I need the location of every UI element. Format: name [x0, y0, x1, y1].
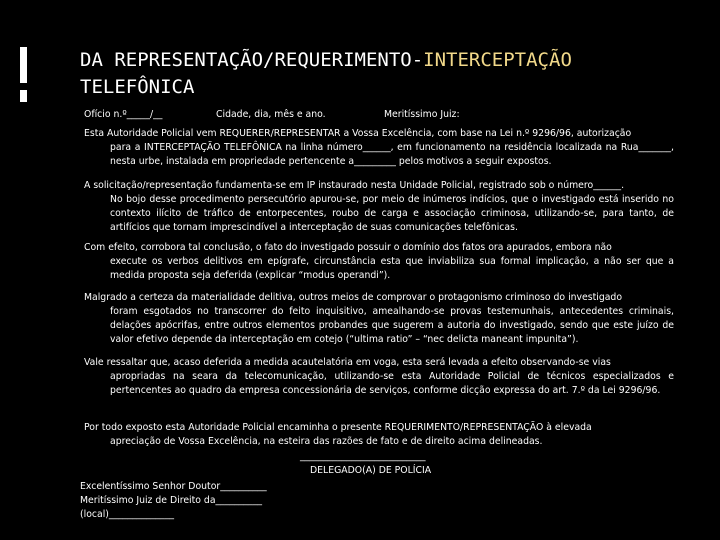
city-date: Cidade, dia, mês e ano. [216, 109, 326, 120]
paragraph-6-first-line: Por todo exposto esta Autoridade Policial encaminha o presente REQUERIMENTO/REPRESENTAÇÃO à elevada [84, 422, 592, 433]
oficio-number: Ofício n.º_____/__ [84, 109, 163, 120]
paragraph-1-body: para a INTERCEPTAÇÃO TELEFÔNICA na linha número______, em funcionamento na residência localizada na Rua_______, nesta urbe, instalada em propriedade pertencente a_________ pelos motivos a seguir expostos. [110, 142, 674, 167]
paragraph-5 [84, 356, 674, 398]
paragraph-5-first-line: Vale ressaltar que, acaso deferida a medida acautelatória em voga, esta será levada a efeito observando-se vias [84, 357, 611, 368]
paragraph-4-first-line: Malgrado a certeza da materialidade delitiva, outros meios de comprovar o protagonismo criminoso do investigado [84, 292, 623, 303]
paragraph-3-first-line: Com efeito, corrobora tal conclusão, o fato do investigado possuir o domínio dos fatos ora apurados, embora não [84, 242, 612, 253]
paragraph-1 [84, 127, 674, 169]
accent-bar-bottom [20, 90, 27, 102]
paragraph-5-body: apropriadas na seara da telecomunicação, utilizando-se esta Autoridade Policial de técnicos especializados e pertencentes ao quadro da empresa concessionária de serviços, conforme dicção expressa do art. 7.º da Lei 9296/96. [110, 371, 674, 396]
addressee: Meritíssimo Juiz: [384, 109, 460, 120]
paragraph-6-body: apreciação de Vossa Excelência, na esteira das razões de fato e de direito acima delineadas. [110, 436, 543, 447]
paragraph-4 [84, 291, 674, 347]
slide-title [80, 47, 700, 101]
paragraph-3-body: execute os verbos delitivos em epígrafe, circunstância esta que inviabiliza sua formal implicação, a não ser que a medida proposta seja deferida (explicar “modus operandi”). [110, 256, 674, 281]
paragraph-1-first-line: Esta Autoridade Policial vem REQUERER/REPRESENTAR a Vossa Excelência, com base na Lei n.º 9296/96, autorização [84, 128, 632, 139]
recipient-line-3: (local)______________ [80, 509, 174, 520]
recipient-line-2: Meritíssimo Juiz de Direito da__________ [80, 495, 263, 506]
accent-bar-top [20, 47, 27, 83]
paragraph-4-body: foram esgotados no transcorrer do feito inquisitivo, amealhando-se provas testemunhais, antecedentes criminais, delações apócrifas, entre outros elementos probandes que sugerem a autoria do investigado, sendo que este juízo de valor efetivo depende da interceptação em cotejo (“ultima ratio” – “nec delicta maneant impunita”). [110, 306, 674, 345]
signature-line: ___________________________ [300, 451, 426, 462]
paragraph-2-body: No bojo desse procedimento persecutório apurou-se, por meio de inúmeros indícios, que o investigado está inserido no contexto ilícito de tráfico de entorpecentes, roubo de carga e associação criminosa, utilizando-se, para tanto, de artifícios que tornam imprescindível a interceptação de suas comunicações telefônicas. [110, 194, 674, 233]
title-part-1: DA REPRESENTAÇÃO/REQUERIMENTO- [80, 49, 424, 71]
title-part-2: INTERCEPTAÇÃO [423, 49, 572, 71]
title-part-3: TELEFÔNICA [80, 76, 195, 98]
paragraph-2 [84, 179, 674, 235]
recipient-line-1: Excelentíssimo Senhor Doutor__________ [80, 481, 267, 492]
paragraph-6 [84, 421, 674, 449]
paragraph-2-first-line: A solicitação/representação fundamenta-se em IP instaurado nesta Unidade Policial, registrado sob o número______. [84, 180, 625, 191]
signature-label: DELEGADO(A) DE POLÍCIA [310, 465, 432, 476]
paragraph-3 [84, 241, 674, 283]
